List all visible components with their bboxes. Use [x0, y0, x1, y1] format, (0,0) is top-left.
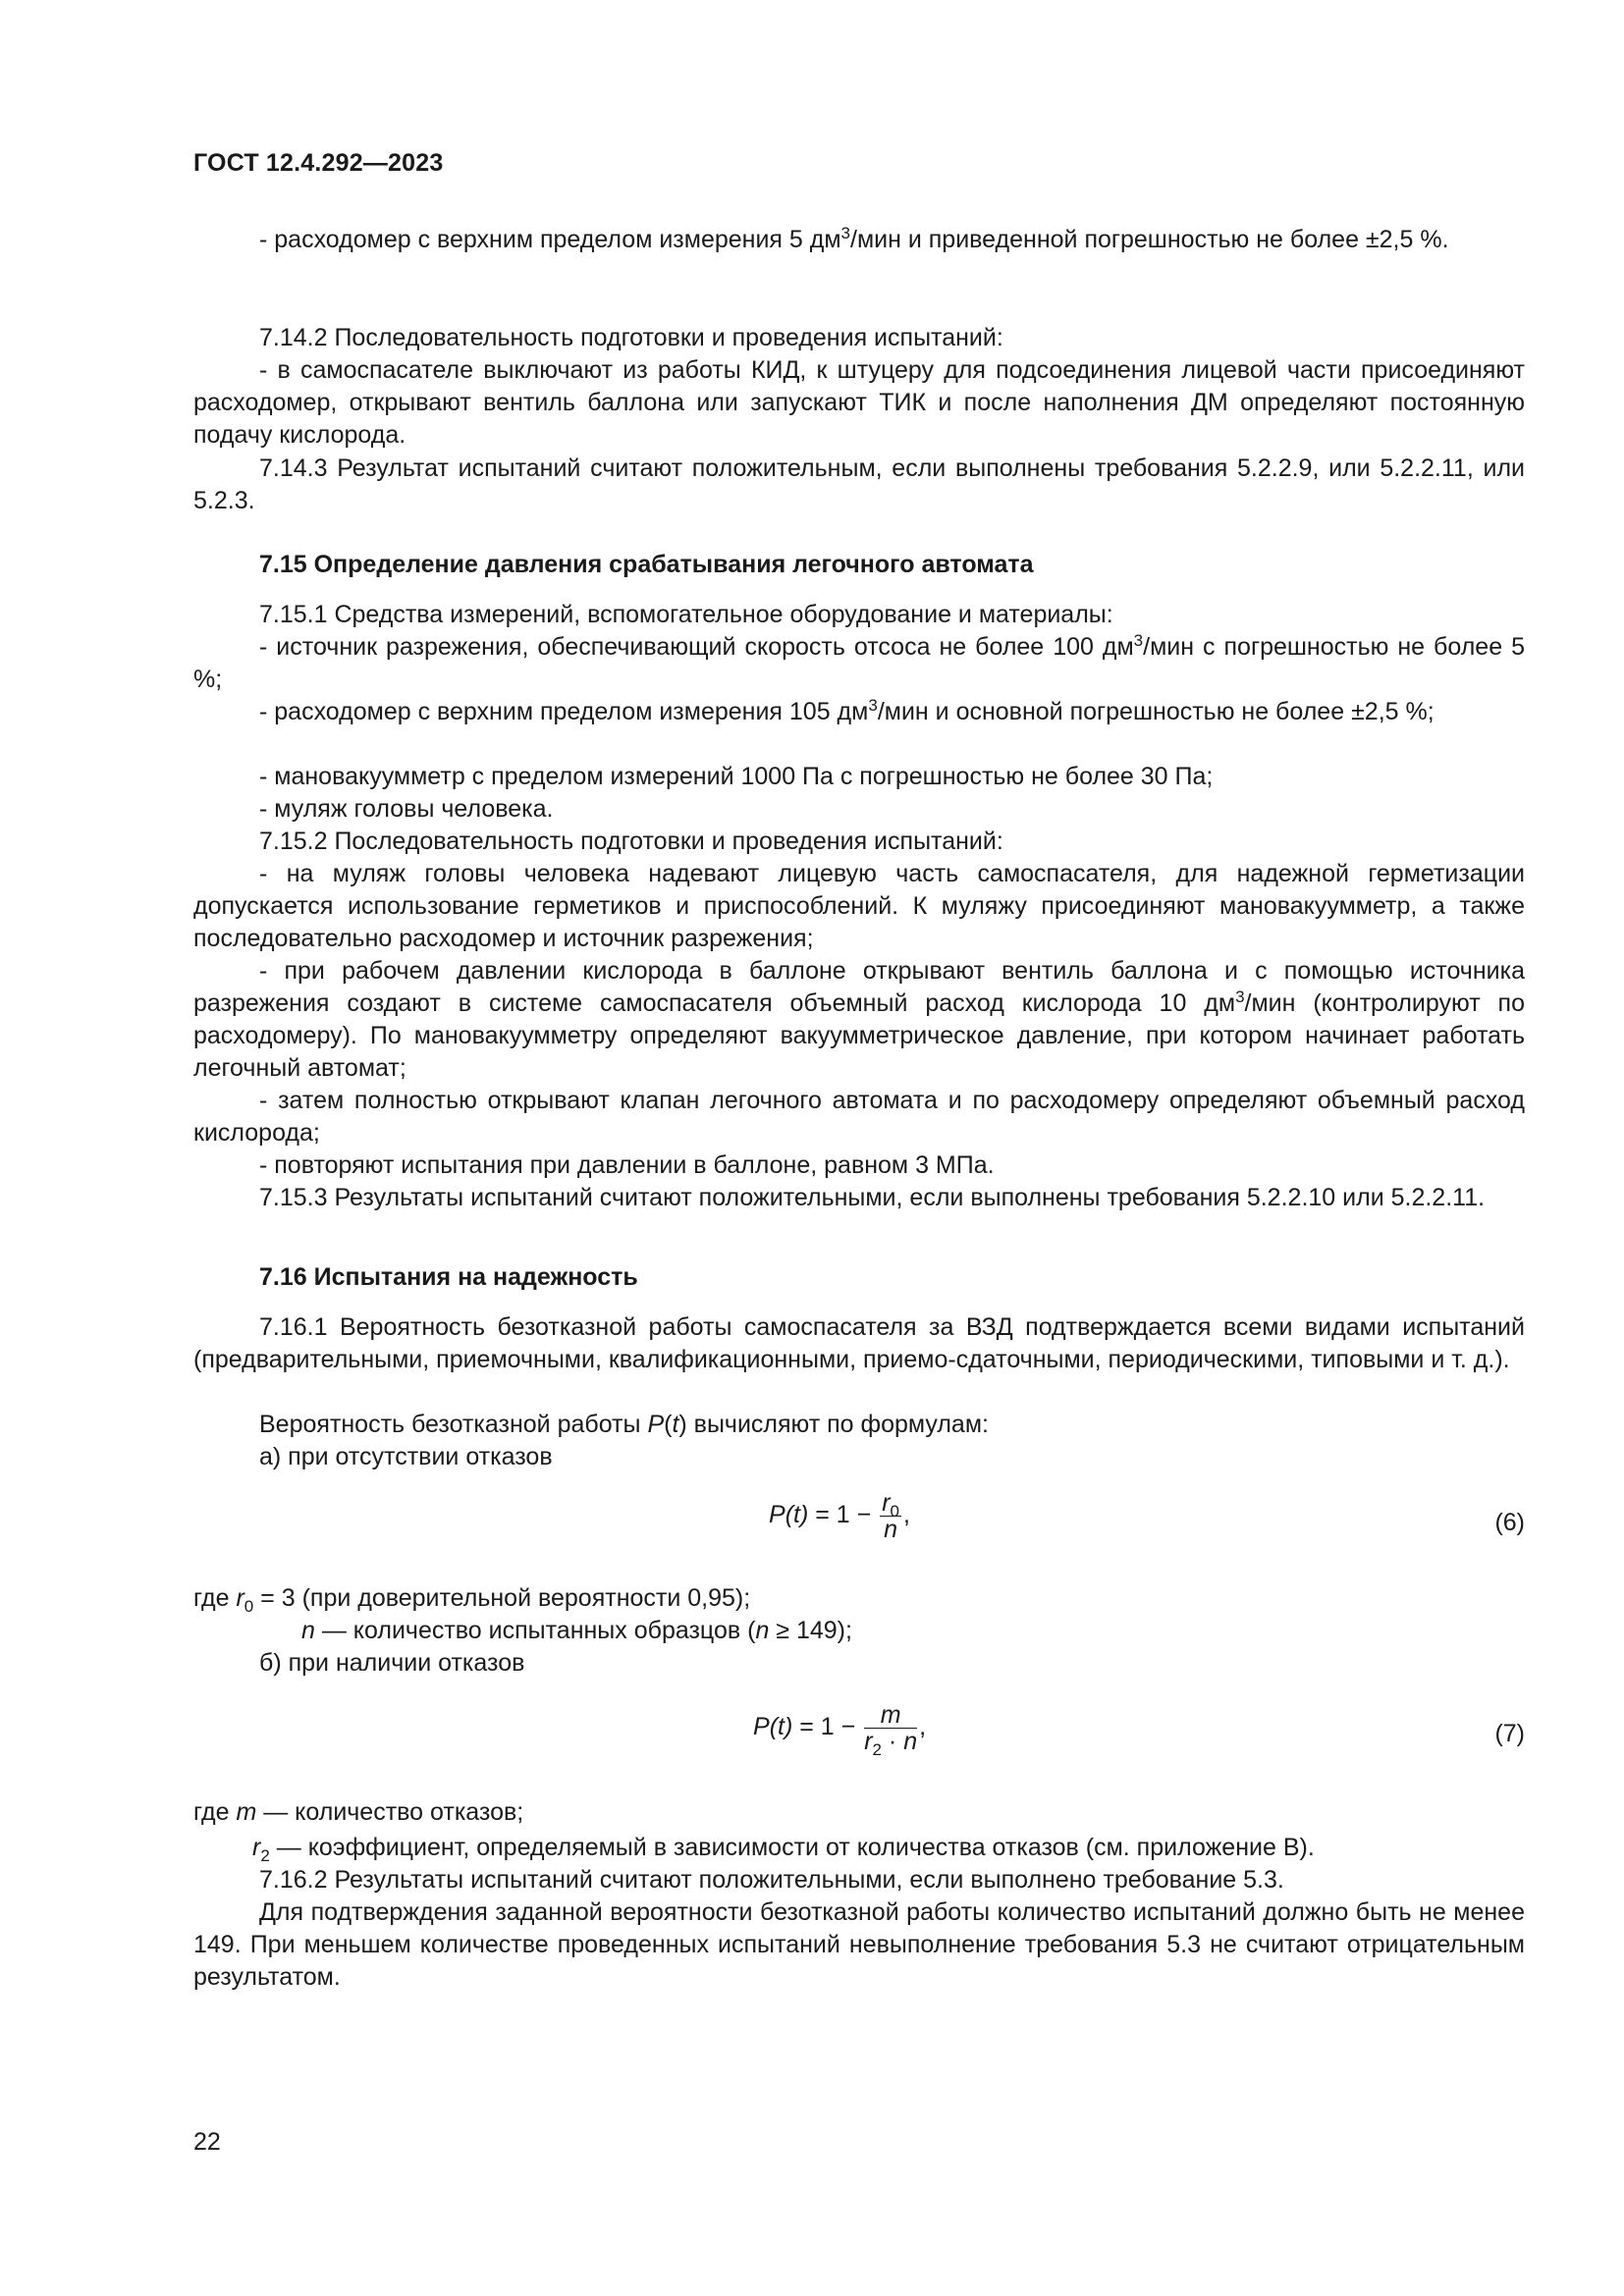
paragraph-7-15-2: 7.15.2 Последовательность подготовки и проведения испытаний:	[259, 828, 1003, 855]
paragraph-7-14-2: 7.14.2 Последовательность подготовки и проведения испытаний:	[259, 324, 1003, 351]
formula-7: P(t) = 1 − $\frac{m}{r_2 \cdot n}$ ,	[753, 1701, 927, 1759]
paragraph-case-b: б) при наличии отказов	[259, 1649, 525, 1677]
paragraph-7-15-2-step1: - на муляж головы человека надевают лицевую часть самоспасателя, для надежной герметизации допускается использование герметиков и приспособлений. К муляжу присоединяют мановакуумметр, а также последовательно расходомер и источник разрежения;	[193, 860, 1525, 952]
formula-7-number: (7)	[1494, 1720, 1525, 1747]
paragraph-7-16-1: 7.16.1 Вероятность безотказной работы самоспасателя за ВЗД подтверждается всеми видами испытаний (предварительными, приемочными, квалификационными, приемо-сдаточными, периодическими, типовыми и т. д.).	[193, 1313, 1525, 1373]
paragraph-vacuum-source: - источник разрежения, обеспечивающий скорость отсоса не более 100 $дм^3$/мин с погрешностью не более 5 %;	[193, 631, 1525, 693]
paragraph-7-16-2: 7.16.2 Результаты испытаний считают положительными, если выполнено требование 5.3.	[259, 1866, 1284, 1894]
paragraph-7-15-2-step2: - при рабочем давлении кислорода в баллоне открывают вентиль баллона и с помощью источника разрежения создают в системе самоспасателя объемный расход кислорода 10 $дм^3$/мин (контролируют по расходомеру). По мановакуумметру определяют вакуумметрическое давление, при котором начинает работать легочный автомат;	[193, 957, 1525, 1082]
paragraph-where-r0: где $r_0 = 3$ (при доверительной вероятности 0,95);	[193, 1584, 751, 1616]
paragraph-manovacuummeter: - мановакуумметр с пределом измерений 1000 Па с погрешностью не более 30 Па;	[259, 763, 1214, 790]
paragraph-7-14-3: 7.14.3 Результат испытаний считают положительным, если выполнены требования 5.2.2.9, или 5.2.2.11, или 5.2.3.	[193, 454, 1525, 514]
section-heading-7-15: 7.15 Определение давления срабатывания легочного автомата	[259, 551, 1034, 578]
paragraph-where-n: n — количество испытанных образцов (n ≥ 149);	[301, 1617, 852, 1644]
paragraph-where-r2: $r_2$ — коэффициент, определяемый в зависимости от количества отказов (см. приложение В).	[252, 1834, 1315, 1865]
paragraph-flowmeter-105: - расходомер с верхним пределом измерения 105 $дм^3$/мин и основной погрешностью не более ±2,5 %;	[259, 696, 1435, 725]
paragraph-7-15-2-step3: - затем полностью открывают клапан легочного автомата и по расходомеру определяют объемный расход кислорода;	[193, 1087, 1525, 1147]
paragraph-case-a: а) при отсутствии отказов	[259, 1443, 553, 1470]
paragraph-7-15-3: 7.15.3 Результаты испытаний считают положительными, если выполнены требования 5.2.2.10 или 5.2.2.11.	[259, 1184, 1486, 1211]
paragraph-7-14-2-step: - в самоспасателе выключают из работы КИД, к штуцеру для подсоединения лицевой части присоединяют расходомер, открывают вентиль баллона или запускают ТИК и после наполнения ДМ определяют постоянную подачу кислорода.	[193, 356, 1525, 449]
paragraph-flowmeter-5: - расходомер с верхним пределом измерения 5 $дм^3$/мин и приведенной погрешностью не более ±2,5 %.	[259, 224, 1449, 253]
formula-6: P(t) = 1 − $\frac{r_0}{n}$ ,	[769, 1489, 910, 1543]
section-heading-7-16: 7.16 Испытания на надежность	[259, 1263, 638, 1291]
paragraph-where-m: где m — количество отказов;	[193, 1798, 524, 1826]
paragraph-7-15-2-step4: - повторяют испытания при давлении в баллоне, равном 3 МПа.	[259, 1151, 995, 1179]
paragraph-minimum-tests: Для подтверждения заданной вероятности безотказной работы количество испытаний должно быть не менее 149. При меньшем количестве проведенных испытаний невыполнение требования 5.3 не считают отрицательным результатом.	[193, 1898, 1525, 1991]
paragraph-probability-intro: Вероятность безотказной работы P(t) вычисляют по формулам:	[259, 1411, 989, 1438]
paragraph-7-15-1: 7.15.1 Средства измерений, вспомогательное оборудование и материалы:	[259, 601, 1113, 628]
formula-6-number: (6)	[1494, 1509, 1525, 1536]
page-number: 22	[193, 2128, 221, 2156]
paragraph-head-dummy: - муляж головы человека.	[259, 795, 554, 823]
document-header: ГОСТ 12.4.292—2023	[193, 149, 444, 177]
document-page	[193, 0, 1525, 2296]
